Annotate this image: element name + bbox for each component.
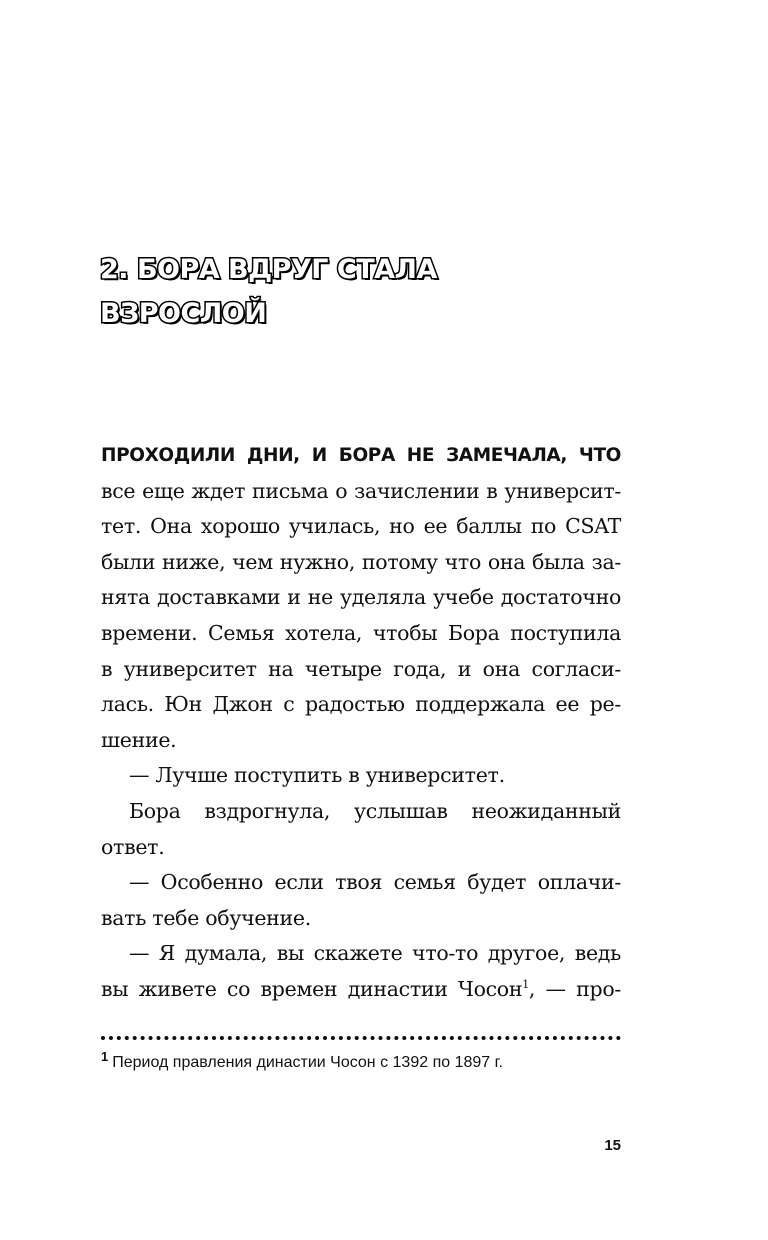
- body-text: [101, 438, 621, 1008]
- text-line: ответ.: [101, 834, 165, 859]
- text-line: Бора вздрогнула, услышав неожиданный: [129, 798, 621, 823]
- footnote-number: 1: [101, 1048, 109, 1064]
- text-line-with-footnote: [101, 972, 621, 1008]
- footnote-reference[interactable]: 1: [522, 978, 529, 992]
- text-line: лась. Юн Джон с радостью поддержала ее ре-: [101, 692, 621, 717]
- text-segment: вы живете со времен династии Чосон: [101, 976, 523, 1001]
- text-line: нята доставками и не уделяла учебе достаточно: [101, 585, 621, 610]
- lead-in-line: ПРОХОДИЛИ ДНИ, И БОРА НЕ ЗАМЕЧАЛА, ЧТО: [101, 445, 621, 466]
- dialogue-line: — Лучше поступить в университет.: [129, 763, 505, 788]
- page-number: 15: [604, 1137, 621, 1154]
- dialogue-line: — Я думала, вы скажете что-то другое, ведь: [129, 941, 621, 966]
- chapter-title-line: 2. БОРА ВДРУГ СТАЛА: [100, 254, 437, 285]
- footnote-divider: [101, 1036, 621, 1040]
- dialogue-line: — Особенно если твоя семья будет оплачи-: [129, 870, 621, 895]
- chapter-title: [100, 248, 660, 336]
- text-line: были ниже, чем нужно, потому что она была за-: [101, 549, 621, 574]
- text-line: тет. Она хорошо училась, но ее баллы по CSAT: [101, 514, 621, 539]
- text-line: все еще ждет письма о зачислении в университ-: [101, 478, 621, 503]
- footnote-text: Период правления династии Чосон с 1392 по 1897 г.: [112, 1054, 503, 1071]
- footnote: [101, 1048, 661, 1073]
- text-segment: , — про-: [528, 976, 621, 1001]
- chapter-title-line: ВЗРОСЛОЙ: [100, 298, 267, 329]
- text-line: времени. Семья хотела, чтобы Бора поступила: [101, 620, 621, 645]
- text-line: вать тебе обучение.: [101, 905, 311, 930]
- text-line: шение.: [101, 727, 177, 752]
- text-line: в университет на четыре года, и она согласи-: [101, 656, 621, 681]
